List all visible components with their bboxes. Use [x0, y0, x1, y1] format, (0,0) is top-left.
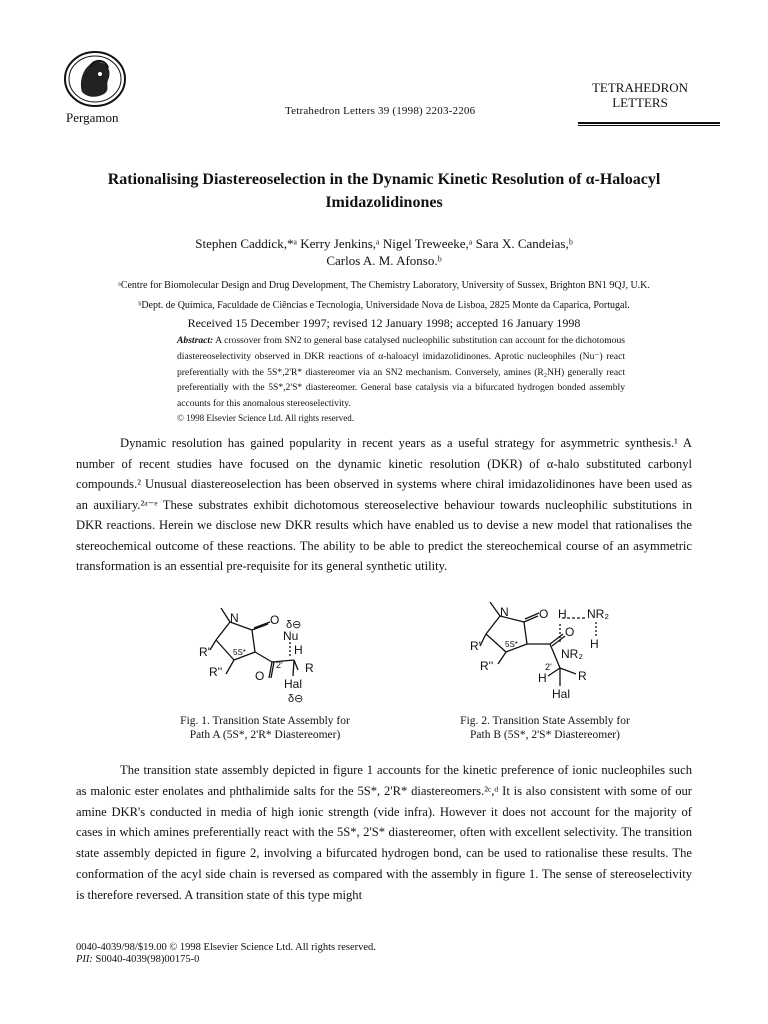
- fig1-label-nu: Nu: [283, 629, 299, 643]
- body-paragraph-1: Dynamic resolution has gained popularity in recent years as a useful strategy for asymmetric synthesis.¹ A number of recent studies have focused on the dynamic kinetic resolution (DKR) of α-halo substituted carbonyl compounds.² Unusual diastereoselection has been observed in systems where chiral imidazolidinones have been used as an auxiliary.²ᵃ⁻ᵉ These substrates exhibit dichotomous stereoselective behaviour towards nucleophilic substitutions in DKR reactions. Herein we disclose new DKR results which have enabled us to devise a new model that rationalises the stereochemical outcome of these reactions. The ability to be able to predict the stereochemical course of an asymmetric transformation is an essential pre-requisite for its general synthetic utility.: [76, 436, 692, 573]
- figure1-caption-line1: Fig. 1. Transition State Assembly for: [180, 715, 350, 727]
- fig2-label-o1: O: [539, 607, 549, 621]
- figure1-caption: [150, 714, 380, 742]
- fig1-label-r: R: [305, 661, 314, 675]
- fig1-label-c2: 2': [276, 660, 283, 670]
- figures-row: [0, 600, 768, 710]
- fig2-label-h3: H: [538, 671, 547, 685]
- journal-name-line1: TETRAHEDRON: [591, 80, 689, 95]
- fig2-label-rpp: R'': [480, 659, 494, 673]
- fig1-label-h: H: [294, 643, 303, 657]
- figure2-caption: [430, 714, 660, 742]
- affiliations: [60, 276, 708, 316]
- fig2-label-nr2a: NR₂: [587, 607, 609, 621]
- author-list: [60, 235, 708, 269]
- fig2-label-c5: 5S*: [505, 640, 518, 649]
- abstract-label: Abstract:: [177, 335, 214, 346]
- publisher-name: Pergamon: [66, 110, 119, 125]
- journal-rule-thick: [578, 122, 720, 124]
- footer-issn: 0040-4039/98/$19.00 © 1998 Elsevier Science Ltd. All rights reserved.: [76, 942, 376, 953]
- fig2-label-n: N: [500, 605, 509, 619]
- transition-state-figures: [0, 600, 768, 710]
- article-title: Rationalising Diastereoselection in the Dynamic Kinetic Resolution of α-Haloacyl Imidazolidinones: [107, 171, 661, 211]
- fig2-label-h1: H: [558, 607, 567, 621]
- fig1-label-c5: 5S*: [233, 648, 246, 657]
- fig2-label-h2: H: [590, 637, 599, 651]
- figure1-structure: [210, 608, 298, 678]
- fig1-label-rp: R': [199, 645, 210, 659]
- figure2-caption-line2: Path B (5S*, 2'S* Diastereomer): [470, 729, 620, 741]
- journal-name: [560, 80, 720, 110]
- fig1-label-hal: Hal: [284, 677, 303, 691]
- fig2-label-hal: Hal: [552, 687, 571, 701]
- journal-citation: Tetrahedron Letters 39 (1998) 2203-2206: [285, 105, 476, 117]
- fig1-label-rpp: R'': [209, 665, 223, 679]
- fig1-label-delta2: δ⊖: [288, 693, 304, 705]
- fig2-label-o2: O: [565, 625, 575, 639]
- authors-line1: Stephen Caddick,*ᵃ Kerry Jenkins,ᵃ Nigel Treweeke,ᵃ Sara X. Candeias,ᵇ: [195, 236, 573, 251]
- page-footer: [76, 942, 376, 966]
- journal-rule-thin: [578, 125, 720, 126]
- affiliation-b: ᵇDept. de Química, Faculdade de Ciências e Tecnologia, Universidade Nova de Lisboa, 2825 Monte da Caparica, Portugal.: [138, 300, 630, 311]
- fig2-label-rp: R': [470, 639, 481, 653]
- fig1-label-o2: O: [255, 669, 265, 683]
- fig1-label-o1: O: [270, 613, 280, 627]
- footer-pii-value: S0040-4039(98)00175-0: [95, 954, 200, 965]
- footer-pii: [76, 954, 376, 966]
- fig1-label-n: N: [230, 611, 239, 625]
- fig2-label-r: R: [578, 669, 587, 683]
- body-paragraph-2: The transition state assembly depicted in figure 1 accounts for the kinetic preference of ionic nucleophiles such as malonic ester enolates and phthalimide salts for the 5S*, 2'R* diastereomers.²ᶜ,ᵈ It is also consistent with some of our amine DKR's conducted in media of high ionic strength (vide infra). However it does not account for the majority of cases in which amines preferentially react with the 5S*, 2'S* diastereomer, often with excellent selectivity. The transition state assembly depicted in figure 2, involving a bifurcated hydrogen bond, can be used to rationalise these results. The conformation of the acyl side chain is reversed as compared with the assembly in figure 1. The sense of stereoselectivity is therefore reversed. A transition state of this type might: [76, 763, 692, 902]
- publisher-logo: [60, 48, 130, 110]
- fig2-label-nr2b: NR₂: [561, 647, 583, 661]
- footer-pii-label: PII:: [76, 954, 93, 965]
- abstract-copyright: © 1998 Elsevier Science Ltd. All rights reserved.: [177, 413, 355, 423]
- fig1-label-delta1: δ⊖: [286, 619, 302, 631]
- abstract: [177, 333, 625, 412]
- authors-line2: Carlos A. M. Afonso.ᵇ: [326, 253, 442, 268]
- figure2-caption-line1: Fig. 2. Transition State Assembly for: [460, 715, 630, 727]
- abstract-text: A crossover from SN2 to general base catalysed nucleophilic substitution can account for the dichotomous diastereoselectivity observed in DKR reactions of α-haloacyl imidazolidinones. Aprotic nucleophiles (Nu⁻) react preferentially with the 5S*,2'R* diastereomer via an SN2 mechanism. Conversely, amines (R₂NH) generally react preferentially with the 5S*,2'S* diastereomer. General base catalysis via a bifurcated hydrogen bonded assembly accounts for this anomalous stereoselectivity.: [177, 335, 625, 410]
- journal-name-line2: LETTERS: [612, 95, 668, 110]
- figure1-caption-line2: Path A (5S*, 2'R* Diastereomer): [189, 729, 341, 741]
- received-dates: Received 15 December 1997; revised 12 January 1998; accepted 16 January 1998: [187, 316, 581, 330]
- affiliation-a: ᵃCentre for Biomolecular Design and Drug Development, The Chemistry Laboratory, University of Sussex, Brighton BN1 9QJ, U.K.: [118, 280, 650, 291]
- fig2-label-c2: 2': [545, 662, 552, 672]
